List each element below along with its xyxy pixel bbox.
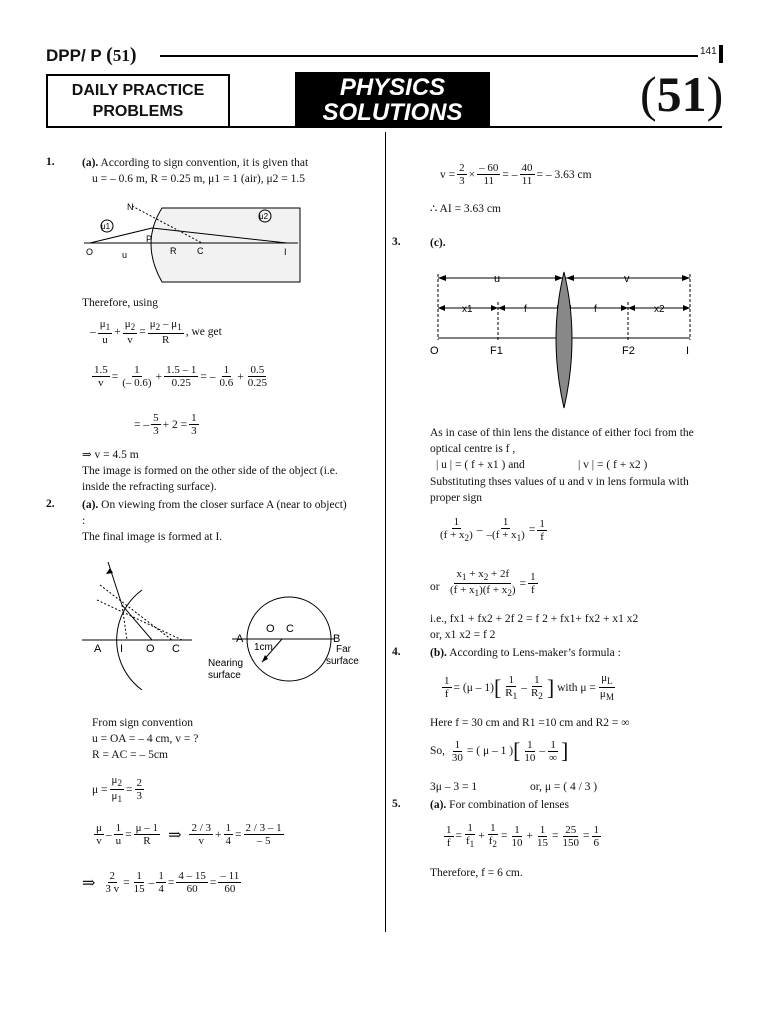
- q4-number: 4.: [392, 646, 401, 658]
- q1-result: ⇒ v = 4.5 m: [82, 449, 139, 461]
- q4-substitution: So, 1 30 = ( μ – 1 ) [ 1 10 – 1 ∞ ]: [430, 738, 569, 764]
- q3-answer: (c).: [430, 237, 446, 249]
- q1-therefore: Therefore, using: [82, 297, 158, 309]
- svg-text:x2: x2: [654, 304, 665, 315]
- q3-para-4: Substituting thses values of u and v in lens formula with: [430, 476, 689, 488]
- q3-lens-formula: 1 $(f + x_2)$ – 1 $-(f + x_1)$ = 1 f: [440, 516, 545, 544]
- svg-text:surface: surface: [326, 656, 359, 667]
- big-number-badge: (51): [640, 66, 724, 122]
- svg-text:x1: x1: [462, 304, 473, 315]
- q4-given: Here f = 30 cm and R1 =10 cm and R2 = ∞: [430, 717, 630, 729]
- q3-para-5: proper sign: [430, 492, 483, 504]
- page-number: 141: [700, 46, 717, 57]
- q3-ie: i.e., fx1 + fx2 + 2f 2 = f 2 + fx1+ fx2 + x1 x2: [430, 613, 639, 625]
- q3-para-2: optical centre is f ,: [430, 443, 516, 455]
- svg-text:F2: F2: [622, 345, 635, 357]
- q3-u-relation: | u | = ( f + x1 ) and: [436, 459, 525, 471]
- svg-text:C: C: [286, 623, 294, 635]
- svg-text:u: u: [122, 250, 128, 260]
- svg-text:f: f: [524, 304, 527, 315]
- q3-number: 3.: [392, 236, 401, 248]
- q5-number: 5.: [392, 798, 401, 810]
- q2-number: 2.: [46, 498, 55, 510]
- q4-result-1: 3μ – 3 = 1: [430, 781, 478, 793]
- svg-text:A: A: [236, 633, 244, 645]
- solutions-banner: PHYSICS SOLUTIONS: [295, 72, 490, 128]
- q4-result-2: or, μ = ( 4 / 3 ): [530, 781, 598, 793]
- svg-text:O: O: [146, 643, 155, 655]
- q2-text-1b: :: [82, 515, 86, 527]
- q3-or2: or, x1 x2 = f 2: [430, 629, 496, 641]
- svg-text:I: I: [284, 247, 287, 257]
- page-header-title: DPP/ P (51): [46, 44, 137, 66]
- header-rule: [160, 55, 698, 57]
- q2-text-2: The final image is formed at I.: [82, 531, 223, 543]
- q2-values-2: R = AC = – 5cm: [92, 749, 168, 761]
- svg-text:C: C: [172, 643, 180, 655]
- header-bottom-rule: [46, 126, 722, 128]
- q2-values-1: u = OA = – 4 cm, v = ?: [92, 733, 199, 745]
- svg-text:C: C: [197, 246, 204, 256]
- svg-text:1cm: 1cm: [254, 642, 273, 653]
- svg-text:Nearing: Nearing: [208, 658, 244, 669]
- q1-simplify: = – 5 3 + 2 = 1 3: [134, 412, 197, 437]
- q5-result: Therefore, f = 6 cm.: [430, 867, 523, 879]
- dpp-box: DAILY PRACTICE PROBLEMS: [46, 74, 230, 128]
- q4-text: (b). According to Lens-maker’s formula :: [430, 647, 621, 659]
- svg-text:Far: Far: [336, 644, 351, 655]
- rc-ai: ∴ AI = 3.63 cm: [430, 203, 501, 215]
- q1-number: 1.: [46, 156, 55, 168]
- q2-text-1: (a). On viewing from the closer surface A (near to object): [82, 499, 347, 511]
- svg-text:surface: surface: [208, 670, 241, 681]
- svg-text:f: f: [594, 304, 597, 315]
- svg-text:O: O: [430, 345, 439, 357]
- svg-text:O: O: [86, 247, 94, 257]
- svg-text:I: I: [686, 345, 690, 357]
- svg-text:I: I: [120, 643, 124, 655]
- q1-conclusion-2: inside the refracting surface).: [82, 481, 217, 493]
- q3-v-relation: | v | = ( f + x2 ): [578, 459, 648, 471]
- svg-text:P: P: [146, 234, 153, 244]
- svg-text:v: v: [624, 273, 630, 285]
- svg-text:R: R: [170, 246, 177, 256]
- q1-formula: – $\mu_1$ u + $\mu_2$ v = $\mu_2 - \mu_1$ R , we get: [90, 318, 222, 347]
- q3-or: or: [430, 581, 440, 593]
- q2-sphere-figure: [82, 560, 372, 690]
- svg-text:B: B: [333, 633, 341, 645]
- svg-text:u: u: [494, 273, 501, 285]
- q1-refraction-figure: [82, 198, 302, 284]
- page-marker: [719, 45, 723, 63]
- q4-lensmaker: 1 f = (μ – 1) [ 1 $R_1$ – 1 $R_2$ ] with μ = $\frac{\mu_L}{\mu_M}$: [444, 672, 614, 703]
- rc-v-value: v = 2 3 × – 60 11 = – 40 11 = – 3.63 cm: [440, 162, 592, 187]
- q3-para-1: As in case of thin lens the distance of either foci from the: [430, 427, 694, 439]
- svg-text:O: O: [266, 623, 275, 635]
- q2-formula: μ v – 1 u = μ – 1 R ⇒ 2 / 3 v + 1 4 = 2 / 3 – 1 – 5: [96, 822, 282, 847]
- q1-conclusion-1: The image is formed on the other side of the object (i.e.: [82, 465, 338, 477]
- q5-combination: 1 f = 1 $f_1$ + 1 $f_2$ = 1 10 + 1 15 = 25 150 = 1 6: [446, 822, 599, 850]
- q1-text-2: u = – 0.6 m, R = 0.25 m, μ1 = 1 (air), μ2 = 1.5: [92, 173, 305, 185]
- q2-sign-convention: From sign convention: [92, 717, 193, 729]
- svg-text:F1: F1: [490, 345, 503, 357]
- column-divider: [385, 132, 386, 932]
- svg-text:μ2: μ2: [259, 212, 269, 221]
- q1-substitution: 1.5 v = 1 (– 0.6) + 1.5 – 1 0.25 = – 1 0.6 + 0.5 0.25: [94, 364, 267, 389]
- q2-solution: ⇒ 2 3 v = 1 15 – 1 4 = 4 – 15 60 = – 11 60: [82, 870, 240, 895]
- svg-text:N: N: [127, 202, 134, 212]
- svg-text:A: A: [94, 643, 102, 655]
- svg-text:μ1: μ1: [101, 222, 111, 231]
- q2-mu: μ = $\mu_2$ $\mu_1$ = 2 3: [92, 774, 143, 805]
- q1-text-1: (a). According to sign convention, it is given that: [82, 157, 309, 169]
- q3-lens-figure: [428, 268, 698, 413]
- q5-text: (a). For combination of lenses: [430, 799, 569, 811]
- q3-combined: $x_1 + x_2 + 2f$ $(f + x_1)(f + x_2)$ = 1 f: [450, 568, 536, 599]
